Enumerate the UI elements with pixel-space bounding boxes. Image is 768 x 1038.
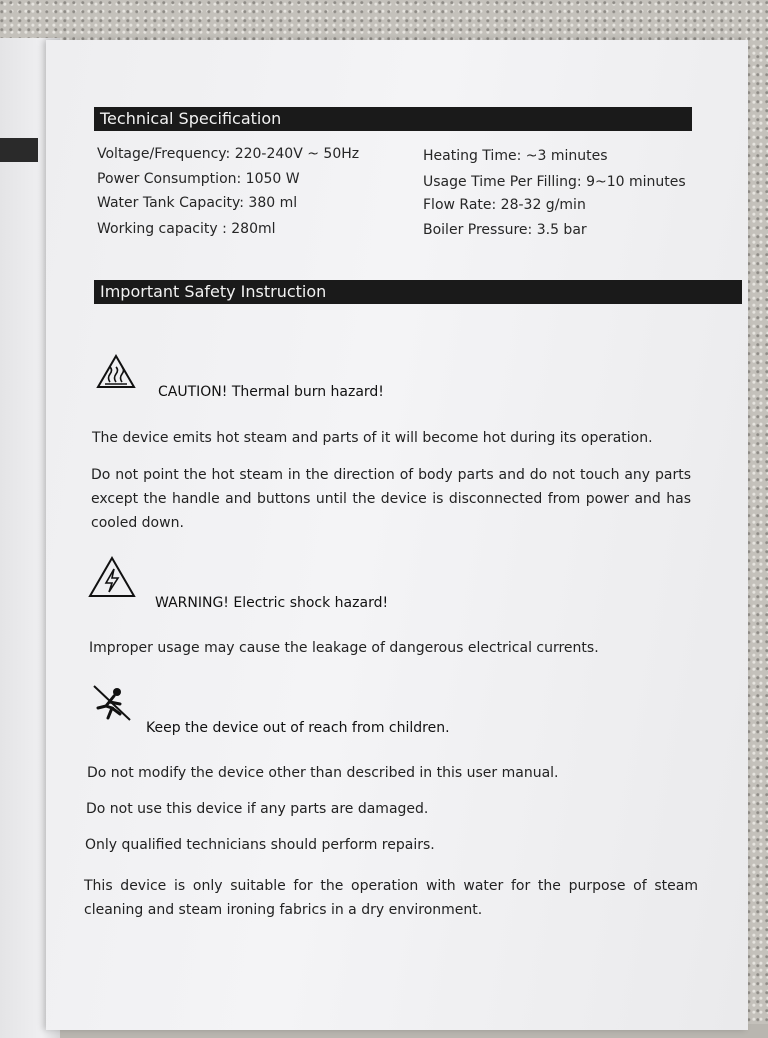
spec-working-capacity: Working capacity : 280ml: [97, 221, 276, 237]
warning-title: WARNING! Electric shock hazard!: [155, 595, 389, 611]
technical-spec-bar: [94, 107, 692, 131]
rule-damaged: Do not use this device if any parts are damaged.: [86, 801, 429, 817]
rule-repairs: Only qualified technicians should perform repairs.: [85, 837, 435, 853]
technical-spec-title: Technical Specification: [100, 109, 282, 128]
caution-title: CAUTION! Thermal burn hazard!: [158, 384, 384, 400]
keep-away-from-children-icon: [92, 684, 132, 722]
electric-shock-warning-icon: [88, 556, 136, 598]
safety-title: Important Safety Instruction: [100, 282, 327, 301]
children-title: Keep the device out of reach from children.: [146, 720, 450, 736]
spec-power: Power Consumption: 1050 W: [97, 171, 300, 187]
left-page-tab: [0, 138, 38, 162]
final-paragraph: This device is only suitable for the operation with water for the purpose of steam cleaning and steam ironing fabrics in a dry environment.: [84, 878, 698, 918]
hot-surface-warning-icon: [96, 354, 136, 390]
warning-paragraph: Improper usage may cause the leakage of dangerous electrical currents.: [89, 640, 599, 656]
spec-boiler-pressure: Boiler Pressure: 3.5 bar: [423, 222, 587, 238]
spec-heating-time: Heating Time: ~3 minutes: [423, 148, 608, 164]
spec-water-tank: Water Tank Capacity: 380 ml: [97, 195, 298, 211]
spec-voltage: Voltage/Frequency: 220-240V ~ 50Hz: [97, 146, 360, 162]
rule-modify: Do not modify the device other than described in this user manual.: [87, 765, 559, 781]
caution-paragraph-2: Do not point the hot steam in the direction of body parts and do not touch any parts except the handle and buttons until the device is disconnected from power and has cooled down.: [91, 467, 691, 531]
manual-page: [46, 40, 748, 1030]
caution-paragraph-1: The device emits hot steam and parts of it will become hot during its operation.: [92, 430, 653, 446]
safety-bar: [94, 280, 742, 304]
spec-usage-time: Usage Time Per Filling: 9~10 minutes: [423, 174, 686, 190]
spec-flow-rate: Flow Rate: 28-32 g/min: [423, 197, 586, 213]
